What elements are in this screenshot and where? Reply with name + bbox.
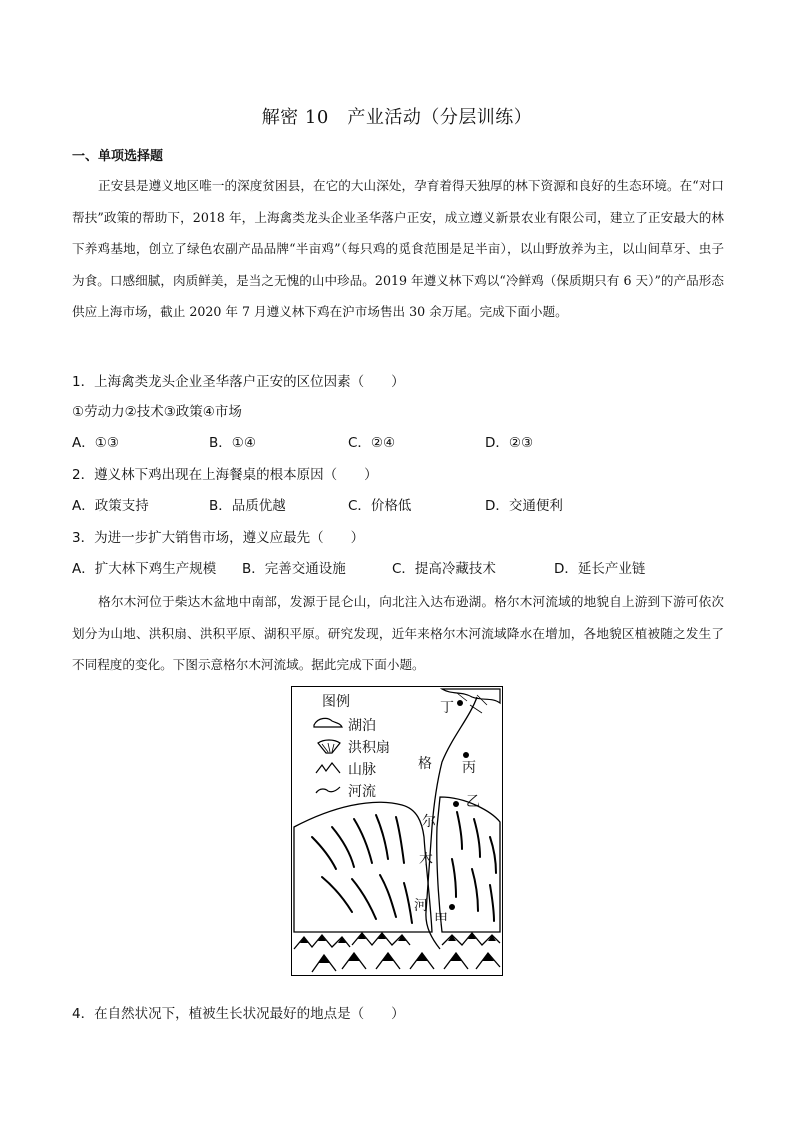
- point-ding-dot: [457, 700, 463, 706]
- legend-fan-label: 洪积扇: [348, 740, 390, 756]
- question-2-stem: 2．遵义林下鸡出现在上海餐桌的根本原因（ ）: [72, 467, 378, 483]
- question-1-option-c[interactable]: C．②④: [348, 435, 396, 451]
- question-2-option-d[interactable]: D．交通便利: [485, 498, 563, 514]
- question-2-option-c[interactable]: C．价格低: [348, 498, 412, 514]
- question-1-option-a[interactable]: A．①③: [72, 435, 119, 451]
- section-heading: 一、单项选择题: [72, 149, 164, 164]
- legend-title: 图例: [322, 694, 350, 710]
- question-1-sub: ①劳动力②技术③政策④市场: [72, 404, 242, 420]
- question-3-option-b[interactable]: B．完善交通设施: [242, 561, 346, 577]
- question-1-option-b[interactable]: B．①④: [209, 435, 256, 451]
- map-drawing: [292, 687, 501, 974]
- mountain-icon: [316, 763, 340, 773]
- question-3-option-c[interactable]: C．提高冷藏技术: [392, 561, 496, 577]
- passage-2: [72, 586, 724, 681]
- point-jia-label: 甲: [434, 912, 448, 928]
- question-3-stem: 3．为进一步扩大销售市场，遵义应最先（ ）: [72, 530, 365, 546]
- question-3-option-a[interactable]: A．扩大林下鸡生产规模: [72, 561, 217, 577]
- river-name-char-3: 木: [419, 852, 433, 868]
- question-4-stem: 4．在自然状况下，植被生长状况最好的地点是（ ）: [72, 1006, 405, 1022]
- river-icon: [316, 787, 340, 793]
- passage-1-text: 正安县是遵义地区唯一的深度贫困县，在它的大山深处，孕育着得天独厚的林下资源和良好的生态环境。在“对口帮扶”政策的帮助下，2018 年，上海禽类龙头企业圣华落户正安，成立遵义新景农业有限公司，建立了正安最大的林下养鸡基地，创立了绿色农副产品品牌“半亩鸡”（每只鸡的觅食范围是足半亩），以山野放养为主，以山间草牙、虫子为食。口感细腻，肉质鲜美，是当之无愧的山中珍品。2019 年遵义林下鸡以“冷鲜鸡（保质期只有 6 天）”的产品形态供应上海市场，截止 2020 年 7 月遵义林下鸡在沪市场售出 30 余万尾。完成下面小题。: [72, 178, 724, 319]
- question-3-option-d[interactable]: D．延长产业链: [554, 561, 646, 577]
- question-2-option-a[interactable]: A．政策支持: [72, 498, 149, 514]
- river-name-char-2: 尔: [422, 814, 436, 830]
- passage-2-text: 格尔木河位于柴达木盆地中南部，发源于昆仑山，向北注入达布逊湖。格尔木河流域的地貌自上游到下游可依次划分为山地、洪积扇、洪积平原、湖积平原。研究发现，近年来格尔木河流域降水在增加，各地貌区植被随之发生了不同程度的变化。下图示意格尔木河流域。据此完成下面小题。: [72, 594, 724, 672]
- golmud-river-map: [291, 686, 503, 976]
- point-bing-label: 丙: [462, 760, 476, 776]
- legend-lake-label: 湖泊: [348, 718, 376, 734]
- question-1-stem: 1．上海禽类龙头企业圣华落户正安的区位因素（ ）: [72, 374, 405, 390]
- point-yi-label: 乙: [466, 794, 480, 810]
- point-yi-dot: [453, 801, 459, 807]
- point-ding-label: 丁: [440, 700, 454, 716]
- question-1-option-d[interactable]: D．②③: [485, 435, 534, 451]
- lake-icon: [314, 718, 342, 727]
- passage-1: [72, 170, 724, 328]
- question-2-option-b[interactable]: B．品质优越: [209, 498, 286, 514]
- mountain-fill: [300, 933, 496, 963]
- legend-river-label: 河流: [348, 784, 376, 800]
- fan-hatching: [312, 812, 496, 923]
- point-jia-dot: [449, 904, 455, 910]
- legend-mountain-label: 山脉: [348, 762, 376, 778]
- legend-icons: [314, 718, 342, 793]
- page-title: 解密 10 产业活动（分层训练）: [261, 107, 533, 128]
- river-name-char-4: 河: [414, 898, 428, 914]
- river-name-char-1: 格: [418, 756, 432, 772]
